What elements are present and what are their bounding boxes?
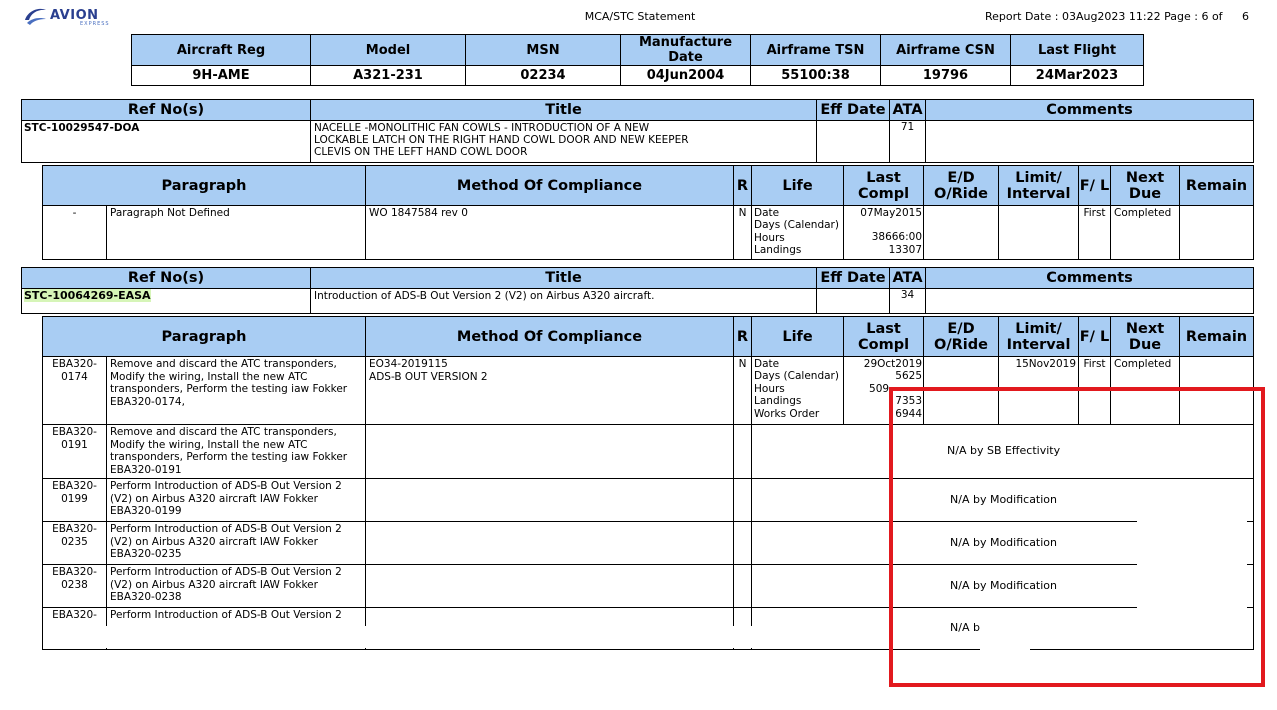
limit-interval-value — [999, 206, 1079, 260]
stc-title-line: CLEVIS ON THE LEFT HAND COWL DOOR — [314, 146, 528, 158]
header-method-of-compliance: Method Of Compliance — [366, 166, 734, 206]
last-compl-value: 29Oct2019 — [863, 358, 923, 370]
stc-comments — [926, 289, 1254, 314]
header-airframe-tsn: Airframe TSN — [751, 35, 881, 66]
header-airframe-csn: Airframe CSN — [881, 35, 1011, 66]
life-unit: Days (Calendar) — [754, 370, 839, 383]
remain-value — [1180, 206, 1254, 260]
header-manufacture-date: Manufacture Date — [621, 35, 751, 66]
life-unit: Hours — [754, 382, 785, 395]
life-units — [752, 206, 844, 260]
value-airframe-tsn: 55100:38 — [751, 66, 881, 86]
paragraph-table-1 — [42, 165, 1254, 260]
stc-eff-date — [817, 289, 890, 314]
header-comments: Comments — [926, 100, 1254, 121]
paragraph-number: EBA320- 0199 — [43, 479, 107, 522]
stc-ata: 71 — [890, 121, 926, 163]
stc-ref-cell — [22, 289, 311, 314]
life-unit: Date — [754, 358, 780, 370]
company-logo — [22, 6, 114, 28]
fl-value: First — [1079, 206, 1111, 260]
header-next-due: Next Due — [1111, 317, 1180, 357]
life-unit: Works Order — [754, 407, 820, 420]
paragraph-number: - — [43, 206, 107, 260]
header-eff-date: Eff Date — [817, 268, 890, 289]
description-line: EBA320-0199 — [110, 505, 182, 518]
method-of-compliance — [366, 357, 734, 425]
paragraph-description — [107, 565, 366, 608]
header-msn: MSN — [466, 35, 621, 66]
value-airframe-csn: 19796 — [881, 66, 1011, 86]
next-due-value: Completed — [1111, 357, 1180, 425]
paragraph-description — [107, 357, 366, 425]
description-line: (V2) on Airbus A320 aircraft IAW Fokker — [110, 492, 318, 505]
stc-title — [311, 121, 817, 163]
value-msn: 02234 — [466, 66, 621, 86]
r-flag — [734, 479, 752, 522]
description-line: transponders, Perform the testing iaw Fokker — [110, 383, 348, 396]
logo-text: AVION — [50, 8, 99, 23]
life-unit: Hours — [754, 231, 785, 244]
method-of-compliance — [366, 425, 734, 479]
last-compl-values — [844, 206, 924, 260]
header-limit-interval: Limit/ Interval — [999, 317, 1079, 357]
na-status: N/A by SB Effectivity — [752, 425, 1254, 479]
paragraph-description: Paragraph Not Defined — [107, 206, 366, 260]
header-ata: ATA — [890, 100, 926, 121]
na-status: N/A by Modification — [752, 565, 1254, 608]
paragraph-number: EBA320- 0238 — [43, 565, 107, 608]
header-limit-interval: Limit/ Interval — [999, 166, 1079, 206]
description-line: (V2) on Airbus A320 aircraft IAW Fokker — [110, 535, 318, 548]
header-last-compl: Last Compl — [844, 317, 924, 357]
life-unit: Landings — [754, 395, 802, 408]
value-aircraft-reg: 9H-AME — [132, 66, 311, 86]
annotation-highlight-box — [889, 387, 1265, 687]
method-of-compliance — [366, 565, 734, 608]
last-compl-value: 38666:00 — [871, 231, 923, 244]
life-units — [752, 357, 844, 425]
header-last-flight: Last Flight — [1011, 35, 1144, 66]
life-unit: Landings — [754, 243, 802, 256]
r-flag — [734, 522, 752, 565]
last-compl-value: 509 — [869, 382, 890, 395]
stc-eff-date — [817, 121, 890, 163]
next-due-value: Completed — [1111, 206, 1180, 260]
stc-ref-number: STC-10064269-EASA — [24, 289, 151, 302]
header-fl: F/ L — [1079, 317, 1111, 357]
r-flag — [734, 425, 752, 479]
header-paragraph: Paragraph — [43, 317, 366, 357]
last-compl-value: 07May2015 — [860, 207, 923, 219]
fl-value: First — [1079, 357, 1111, 425]
r-flag: N — [734, 206, 752, 260]
stc-ref-table-1 — [21, 99, 1254, 163]
limit-interval-value: 15Nov2019 — [999, 357, 1079, 425]
last-compl-value — [845, 219, 922, 231]
paragraph-description — [107, 522, 366, 565]
header-r: R — [734, 317, 752, 357]
r-flag — [734, 565, 752, 608]
last-compl-value: 7353 — [895, 395, 923, 408]
header-remain: Remain — [1180, 166, 1254, 206]
stc-comments — [926, 121, 1254, 163]
method-of-compliance — [366, 479, 734, 522]
stc-ref-table-2 — [21, 267, 1254, 314]
header-ref-no: Ref No(s) — [22, 268, 311, 289]
stc-title-line: NACELLE -MONOLITHIC FAN COWLS - INTRODUCTION OF A NEW — [314, 122, 650, 134]
paragraph-number: EBA320- 0191 — [43, 425, 107, 479]
description-line: Perform Introduction of ADS-B Out Version 2 — [110, 523, 342, 535]
life-unit: Date — [754, 207, 780, 219]
header-ref-no: Ref No(s) — [22, 100, 311, 121]
moc-line: ADS-B OUT VERSION 2 — [369, 370, 488, 383]
description-line: Perform Introduction of ADS-B Out Version 2 — [110, 480, 342, 492]
paragraph-description — [107, 479, 366, 522]
description-line: EBA320-0191 — [110, 463, 182, 476]
stc-ref-number: STC-10029547-DOA — [22, 121, 311, 163]
header-aircraft-reg: Aircraft Reg — [132, 35, 311, 66]
header-title: Title — [311, 268, 817, 289]
stc-title: Introduction of ADS-B Out Version 2 (V2) on Airbus A320 aircraft. — [311, 289, 817, 314]
header-r: R — [734, 166, 752, 206]
header-ata: ATA — [890, 268, 926, 289]
header-next-due: Next Due — [1111, 166, 1180, 206]
description-line: Remove and discard the ATC transponders, — [110, 426, 337, 438]
paragraph-description: Perform Introduction of ADS-B Out Version 2 — [107, 608, 366, 650]
method-of-compliance: WO 1847584 rev 0 — [366, 206, 734, 260]
description-line: EBA320-0238 — [110, 591, 182, 604]
stc-ata: 34 — [890, 289, 926, 314]
na-status: N/A by Modification — [752, 522, 1254, 565]
header-ed-oride: E/D O/Ride — [924, 166, 999, 206]
na-status: N/A by Modification — [752, 479, 1254, 522]
document-title: MCA/STC Statement — [584, 10, 696, 23]
r-flag: N — [734, 357, 752, 425]
last-compl-value: 13307 — [888, 243, 923, 256]
header-model: Model — [311, 35, 466, 66]
description-line: Modify the wiring, Install the new ATC — [110, 438, 308, 451]
report-date: Report Date : 03Aug2023 11:22 Page : 6 of — [985, 10, 1223, 23]
paragraph-number: EBA320- 0174 — [43, 357, 107, 425]
moc-line: EO34-2019115 — [369, 358, 448, 370]
logo-subtext: EXPRESS — [80, 21, 110, 27]
header-eff-date: Eff Date — [817, 100, 890, 121]
header-last-compl: Last Compl — [844, 166, 924, 206]
logo-swoosh-icon — [22, 6, 48, 28]
last-compl-value: 5625 — [895, 370, 923, 383]
header-method-of-compliance: Method Of Compliance — [366, 317, 734, 357]
header-fl: F/ L — [1079, 166, 1111, 206]
header-paragraph: Paragraph — [43, 166, 366, 206]
paragraph-number: EBA320- 0235 — [43, 522, 107, 565]
header-life: Life — [752, 317, 844, 357]
page-total: 6 — [1242, 10, 1249, 23]
method-of-compliance — [366, 522, 734, 565]
last-compl-value: 6944 — [895, 407, 923, 420]
life-unit: Days (Calendar) — [754, 219, 839, 232]
header-comments: Comments — [926, 268, 1254, 289]
description-line: EBA320-0174, — [110, 395, 185, 408]
paragraph-description — [107, 425, 366, 479]
value-model: A321-231 — [311, 66, 466, 86]
description-line: Remove and discard the ATC transponders, — [110, 358, 337, 370]
page-cutoff-mask — [44, 626, 890, 648]
description-line: Perform Introduction of ADS-B Out Version 2 — [110, 566, 342, 578]
description-line: (V2) on Airbus A320 aircraft IAW Fokker — [110, 578, 318, 591]
ed-oride-value — [924, 206, 999, 260]
description-line: transponders, Perform the testing iaw Fokker — [110, 451, 348, 464]
value-manufacture-date: 04Jun2004 — [621, 66, 751, 86]
description-line: EBA320-0235 — [110, 548, 182, 561]
na-status: N/A b — [752, 608, 1254, 650]
description-line: Modify the wiring, Install the new ATC — [110, 370, 308, 383]
aircraft-summary-table — [131, 34, 1144, 86]
header-ed-oride: E/D O/Ride — [924, 317, 999, 357]
value-last-flight: 24Mar2023 — [1011, 66, 1144, 86]
header-title: Title — [311, 100, 817, 121]
header-life: Life — [752, 166, 844, 206]
stc-title-line: LOCKABLE LATCH ON THE RIGHT HAND COWL DOOR AND NEW KEEPER — [314, 134, 689, 146]
paragraph-number: EBA320- — [43, 608, 107, 650]
header-remain: Remain — [1180, 317, 1254, 357]
